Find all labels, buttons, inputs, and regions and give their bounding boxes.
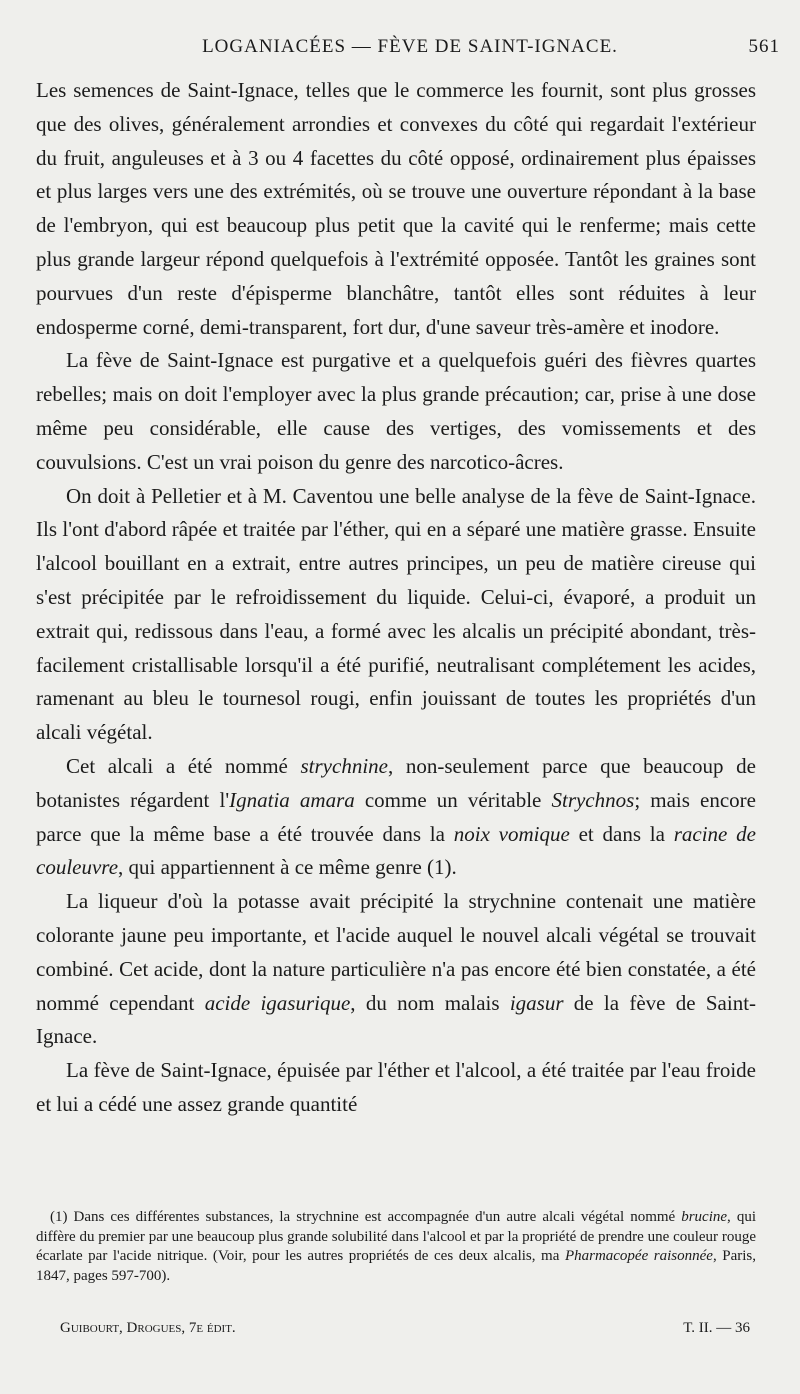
body-text: [36, 74, 756, 1122]
running-title: LOGANIACÉES — FÈVE DE SAINT-IGNACE.: [202, 36, 618, 57]
footnote-text: (1) Dans ces différentes substances, la strychnine est accompagnée d'un autre alcali végétal nommé brucine, qui diffère du premier par une beaucoup plus grande solubilité dans l'alcool et par la propriété de prendre une couleur rouge écarlate par l'acide nitrique. (Voir, pour les autres propriétés de ces deux alcalis, ma Pharmacopée raisonnée, Paris, 1847, pages 597-700).: [36, 1209, 757, 1284]
volume-sheet-mark: T. II. — 36: [683, 1320, 750, 1336]
term-racine-de-couleuvre: racine de couleuvre: [36, 821, 756, 880]
paragraph-medical-use: La fève de Saint-Ignace est purgative et a quelquefois guéri des fièvres quartes rebelles; mais on doit l'employer avec la plus grande précaution; car, prise à une dose même peu considérable, elle cause des vertiges, des vomissements et des couvulsions. C'est un vrai poison du genre des narcotico-âcres.: [36, 348, 756, 474]
paragraph-igasuric-acid: La liqueur d'où la potasse avait précipité la strychnine contenait une matière colorante jaune peu importante, et l'acide auquel le nouvel alcali végétal se trouvait combiné. Cet acide, dont la nature particulière n'a pas encore été bien constatée, a été nommé cependant acide igasurique, du nom malais igasur de la fève de Saint-Ignace.: [36, 889, 757, 1049]
term-igasur: igasur: [509, 990, 564, 1015]
term-acide-igasurique: acide igasurique: [204, 990, 351, 1015]
footnote: [36, 1208, 756, 1286]
running-head: [40, 36, 780, 66]
paragraph-analysis: On doit à Pelletier et à M. Caventou une belle analyse de la fève de Saint-Ignace. Ils l'ont d'abord râpée et traitée par l'éther, qui en a séparé une matière grasse. Ensuite l'alcool bouillant en a extrait, entre autres principes, un peu de matière cireuse qui s'est précipitée par le refroidissement du liquide. Celui-ci, évaporé, a produit un extrait qui, redissous dans l'eau, a formé avec les alcalis un précipité abondant, très-facilement cristallisable lorsqu'il a été purifié, neutralisant complétement les acides, ramenant au bleu le tournesol rougi, enfin jouissant de toutes les propriétés d'un alcali végétal.: [36, 483, 756, 745]
term-pharmacopee-raisonnee: Pharmacopée raisonnée: [564, 1248, 713, 1264]
page-number: 561: [748, 36, 780, 57]
term-brucine: brucine: [681, 1209, 728, 1225]
printer-signature: Guibourt, Drogues, 7e édit.: [60, 1320, 236, 1336]
paragraph-strychnine: Cet alcali a été nommé strychnine, non-seulement parce que beaucoup de botanistes régardent l'Ignatia amara comme un véritable Strychnos; mais encore parce que la même base a été trouvée dans la noix vomique et dans la racine de couleuvre, qui appartiennent à ce même genre (1).: [36, 753, 756, 880]
term-strychnos: Strychnos: [551, 787, 635, 812]
term-ignatia-amara: Ignatia amara: [229, 787, 355, 812]
term-noix-vomique: noix vomique: [453, 821, 570, 846]
term-strychnine: strychnine: [300, 753, 388, 778]
page-footer: [60, 1320, 750, 1344]
paragraph-seeds-description: Les semences de Saint-Ignace, telles que le commerce les fournit, sont plus grosses que des olives, généralement arrondies et convexes du côté qui regardait l'extérieur du fruit, anguleuses et à 3 ou 4 facettes du côté opposé, ordinairement plus épaisses et plus larges vers une des extrémités, où se trouve une ouverture répondant à la base de l'embryon, qui est beaucoup plus petit que la cavité qui le renferme; mais cette plus grande largeur répond quelquefois à l'extrémité opposée. Tantôt les graines sont pourvues d'un reste d'épisperme blanchâtre, tantôt elles sont réduites à leur endosperme corné, demi-transparent, fort dur, d'une saveur très-amère et inodore.: [36, 78, 756, 339]
paragraph-cold-water: La fève de Saint-Ignace, épuisée par l'éther et l'alcool, a été traitée par l'eau froide et lui a cédé une assez grande quantité: [36, 1058, 756, 1116]
